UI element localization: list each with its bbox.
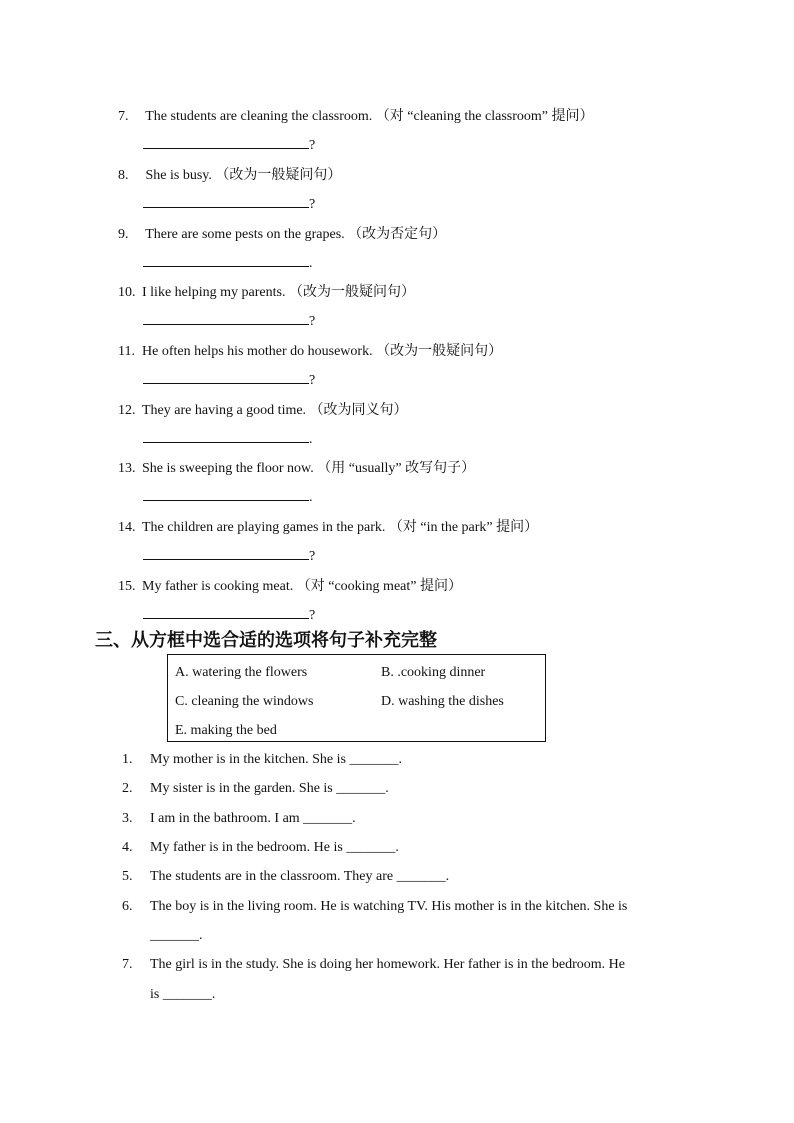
option-e: E. making the bed bbox=[175, 723, 277, 738]
section-title: 三、从方框中选合适的选项将句子补充完整 bbox=[95, 630, 437, 651]
question-11: 11. He often helps his mother do housework. （改为一般疑问句） bbox=[118, 344, 503, 359]
fill-question-1: 1. My mother is in the kitchen. She is _______. bbox=[122, 752, 402, 767]
question-8: 8. She is busy. （改为一般疑问句） bbox=[118, 168, 342, 183]
question-7: 7. The students are cleaning the classroom. （对 “cleaning the classroom” 提问） bbox=[118, 109, 594, 124]
question-10: 10. I like helping my parents. （改为一般疑问句） bbox=[118, 285, 415, 300]
answer-line-8[interactable]: ? bbox=[143, 193, 315, 213]
option-b: B. .cooking dinner bbox=[381, 665, 486, 680]
answer-line-13[interactable]: . bbox=[143, 486, 313, 506]
fill-question-2: 2. My sister is in the garden. She is _______. bbox=[122, 781, 389, 796]
fill-question-6-continued: _______. bbox=[150, 928, 203, 943]
fill-question-5: 5. The students are in the classroom. They are _______. bbox=[122, 869, 450, 884]
question-14: 14. The children are playing games in the park. （对 “in the park” 提问） bbox=[118, 520, 539, 535]
option-d: D. washing the dishes bbox=[381, 694, 504, 709]
fill-question-4: 4. My father is in the bedroom. He is _______. bbox=[122, 840, 399, 855]
answer-line-15[interactable]: ? bbox=[143, 604, 315, 624]
answer-line-10[interactable]: ? bbox=[143, 310, 315, 330]
option-a: A. watering the flowers bbox=[175, 665, 308, 680]
fill-question-7-continued: is _______. bbox=[150, 987, 216, 1002]
answer-line-11[interactable]: ? bbox=[143, 369, 315, 389]
answer-line-7[interactable]: ? bbox=[143, 134, 315, 154]
fill-question-6: 6. The boy is in the living room. He is watching TV. His mother is in the kitchen. She is bbox=[122, 899, 628, 914]
answer-line-12[interactable]: . bbox=[143, 428, 313, 448]
fill-question-3: 3. I am in the bathroom. I am _______. bbox=[122, 811, 356, 826]
question-9: 9. There are some pests on the grapes. （改为否定句） bbox=[118, 227, 447, 242]
option-c: C. cleaning the windows bbox=[175, 694, 314, 709]
question-15: 15. My father is cooking meat. （对 “cooking meat” 提问） bbox=[118, 579, 462, 594]
question-12: 12. They are having a good time. （改为同义句） bbox=[118, 403, 408, 418]
question-13: 13. She is sweeping the floor now. （用 “usually” 改写句子） bbox=[118, 461, 476, 476]
options-box bbox=[167, 654, 546, 742]
answer-line-14[interactable]: ? bbox=[143, 545, 315, 565]
answer-line-9[interactable]: . bbox=[143, 252, 313, 272]
fill-question-7: 7. The girl is in the study. She is doing her homework. Her father is in the bedroom. He bbox=[122, 957, 625, 972]
